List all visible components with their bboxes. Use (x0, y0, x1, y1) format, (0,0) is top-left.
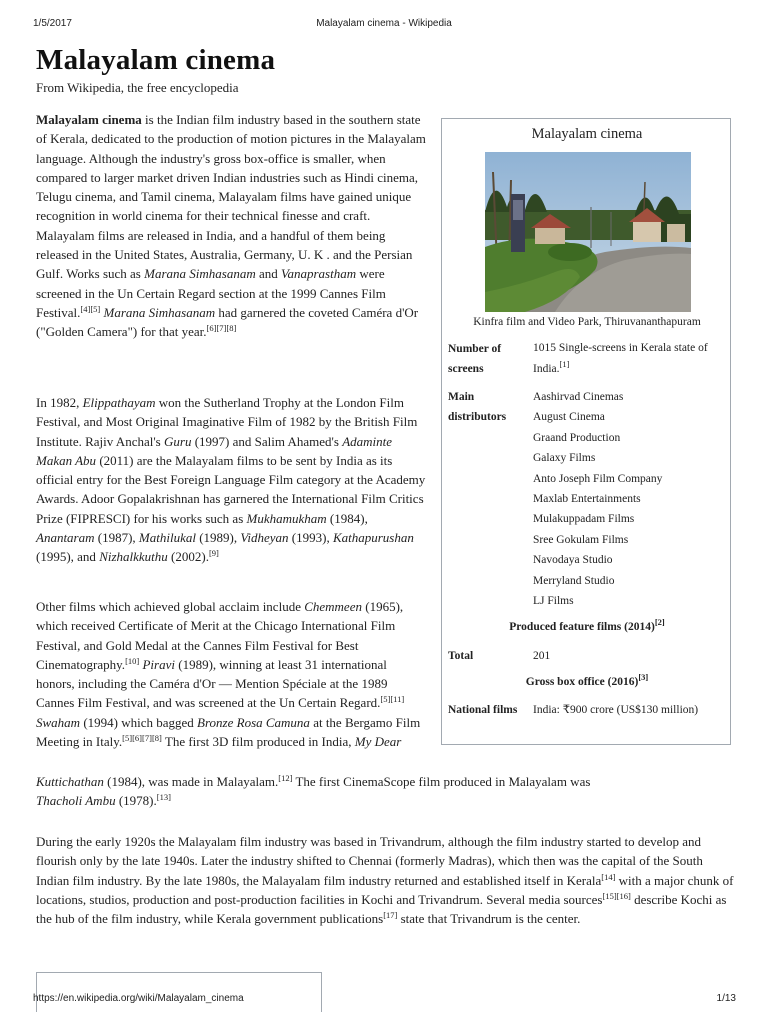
ref-link[interactable]: [12] (278, 773, 293, 783)
distributor-item[interactable]: Graand Production (533, 431, 621, 444)
link-kathapurushan[interactable]: Kathapurushan (332, 530, 414, 546)
distributor-item[interactable]: Mulakuppadam Films (533, 513, 635, 526)
distributor-item[interactable]: LJ Films (533, 595, 574, 608)
ref-link[interactable]: [3] (638, 672, 649, 682)
ref-link[interactable]: [7] (216, 323, 227, 334)
link-vanaprastham[interactable]: Vanaprastham (281, 266, 357, 282)
print-page-number: 1/13 (716, 993, 736, 1004)
link-mathilukal[interactable]: Mathilukal (138, 530, 196, 546)
infobox-title: Malayalam cinema (531, 126, 643, 142)
distributor-item[interactable]: Merryland Studio (533, 574, 615, 587)
section-produced-films: Produced feature films (2014)[2] (509, 617, 665, 633)
distributors-list (533, 387, 662, 611)
article-subject: Malayalam cinema (36, 112, 142, 127)
ref-link[interactable]: [11] (390, 694, 405, 705)
ref-link[interactable]: [7] (142, 733, 152, 744)
link-my-dear-kuttichathan[interactable]: My Dear (354, 734, 402, 750)
print-date: 1/5/2017 (33, 18, 72, 29)
paragraph-intro: Malayalam cinema is the Indian film industry based in the southern state of Kerala, dedicated to the production of motion pictures in the Malayalam language. Although the industry's gross box-office is smaller, when compared to larger market driven Indian industries such as Hindi cinema, Telugu cinema, and Tamil cinema, Malayalam films have gained unique recognition in world cinema for their technical finesse and craft. Malayalam films are released in India, and a handful of them being released in the United States, Australia, Germany, U. K . and the Persian Gulf. Works such as Marana Simhasanam and Vanaprastham were screened in the Un Certain Regard section at the 1999 Cannes Film Festival.[4][5] Marana Simhasanam had garnered the coveted Caméra d'Or ("Golden Camera") for that year.[6][7][8] (36, 112, 426, 340)
link-swaham[interactable]: Swaham (36, 714, 81, 730)
ref-link[interactable]: [17] (383, 910, 398, 921)
ref-link[interactable]: [6] (206, 323, 217, 334)
distributor-item[interactable]: Aashirvad Cinemas (533, 391, 624, 403)
link-my-dear-kuttichathan[interactable]: Kuttichathan (36, 774, 104, 789)
ref-link[interactable]: [13] (156, 792, 171, 803)
ref-link[interactable]: [5] (380, 694, 391, 705)
ref-link[interactable]: [8] (151, 733, 162, 744)
link-bronze-rosa-camuna[interactable]: Bronze Rosa Camuna (197, 714, 310, 730)
ref-link[interactable]: [5] (122, 733, 133, 744)
link-mukhamukham[interactable]: Mukhamukham (246, 510, 327, 526)
ref-link[interactable]: [16] (616, 890, 631, 901)
paragraph-acclaim-continued: Kuttichathan (1984), was made in Malayalam.[12] The first CinemaScope film produced in Malayalam was Thacholi Ambu (1978).[13] (36, 773, 591, 809)
link-marana-simhasanam[interactable]: Marana Simhasanam (144, 266, 256, 282)
distributor-item[interactable]: Maxlab Entertainments (533, 493, 641, 506)
infobox (441, 118, 731, 745)
distributor-item[interactable]: Sree Gokulam Films (533, 533, 629, 546)
link-marana-simhasanam[interactable]: Marana Simhasanam (103, 304, 216, 320)
link-nizhalkkuthu[interactable]: Nizhalkkuthu (99, 549, 168, 565)
ref-link[interactable]: [2] (654, 617, 665, 627)
distributor-item[interactable]: Anto Joseph Film Company (533, 472, 663, 485)
distributor-item[interactable]: Galaxy Films (533, 452, 596, 465)
link-guru[interactable]: Guru (164, 433, 192, 449)
value-number-of-screens: 1015 Single-screens in Kerala state of India.[1] (533, 342, 708, 375)
value-total: 201 (533, 650, 551, 662)
ref-link[interactable]: [4] (80, 303, 91, 314)
ref-link[interactable]: [8] (226, 323, 237, 334)
ref-link[interactable]: [9] (208, 548, 219, 559)
label-number-of-screens: Number of screens (448, 343, 502, 375)
distributor-item[interactable]: August Cinema (533, 411, 605, 424)
section-gross-box-office: Gross box office (2016)[3] (525, 672, 649, 688)
label-national-films: National films (448, 704, 518, 716)
film-park-photo (485, 152, 691, 312)
link-piravi[interactable]: Piravi (142, 656, 175, 672)
table-of-contents (36, 972, 322, 1012)
ref-link[interactable]: [10] (125, 655, 140, 666)
ref-link[interactable]: [14] (601, 871, 616, 882)
ref-link[interactable]: [5] (90, 303, 101, 314)
print-url: https://en.wikipedia.org/wiki/Malayalam_cinema (33, 993, 244, 1004)
link-chemmeen[interactable]: Chemmeen (304, 599, 362, 614)
label-total: Total (448, 650, 474, 662)
ref-link[interactable]: [15] (602, 890, 617, 901)
ref-link[interactable]: [6] (132, 733, 143, 744)
paragraph-history: During the early 1920s the Malayalam film industry was based in Trivandrum, although the film industry started to develop and flourish only by the late 1940s. Later the industry shifted to Chennai (formerly Madras), which then was the capital of the South Indian film industry. By the late 1980s, the Malayalam film industry returned and established itself in Kerala[14] with a major chunk of locations, studios, production and post-production facilities in Kochi and Trivandrum. Several media sources[15][16] describe Kochi as the hub of the film industry, while Kerala government publications[17] state that Trivandrum is the center. (36, 834, 734, 927)
link-adaminte-makan-abu[interactable]: Adaminte Makan Abu (36, 433, 393, 468)
distributor-item[interactable]: Navodaya Studio (533, 554, 613, 567)
infobox-image-caption: Kinfra film and Video Park, Thiruvananthapuram (473, 316, 701, 328)
label-main-distributors: Main distributors (448, 391, 507, 423)
link-thacholi-ambu[interactable]: Thacholi Ambu (36, 793, 116, 809)
ref-link[interactable]: [1] (559, 358, 570, 369)
page-title: Malayalam cinema (36, 44, 276, 76)
link-anantaram[interactable]: Anantaram (36, 530, 95, 546)
infobox-image[interactable] (485, 152, 691, 312)
paragraph-awards: In 1982, Elippathayam won the Sutherland Trophy at the London Film Festival, and Most Original Imaginative Film of 1982 by the British Film Institute. Rajiv Anchal's Guru (1997) and Salim Ahamed's Adaminte Makan Abu (2011) are the Malayalam films to be sent by India as its official entry for the Best Foreign Language Film category at the Academy Awards. Adoor Gopalakrishnan has garnered the International Film Critics Prize (FIPRESCI) for his works such as Mukhamukham (1984), Anantaram (1987), Mathilukal (1989), Vidheyan (1993), Kathapurushan (1995), and Nizhalkkuthu (2002).[9] (36, 395, 426, 565)
link-elippathayam[interactable]: Elippathayam (82, 395, 156, 410)
link-vidheyan[interactable]: Vidheyan (240, 530, 289, 546)
value-national-films: India: ₹900 crore (US$130 million) (533, 704, 699, 716)
paragraph-acclaim: Other films which achieved global acclaim include Chemmeen (1965), which received Certificate of Merit at the Chicago International Film Festival, and Gold Medal at the Cannes Film Festival for Best Cinematography.[10] Piravi (1989), winning at least 31 international honors, including the Caméra d'Or — Mention Spéciale at the 1989 Cannes Film Festival, and was screened at the Un Certain Regard.[5][11] Swaham (1994) which bagged Bronze Rosa Camuna at the Bergamo Film Meeting in Italy.[5][6][7][8] The first 3D film produced in India, My Dear (36, 599, 421, 750)
print-page-title: Malayalam cinema - Wikipedia (316, 18, 452, 29)
page-subtitle: From Wikipedia, the free encyclopedia (36, 80, 239, 95)
